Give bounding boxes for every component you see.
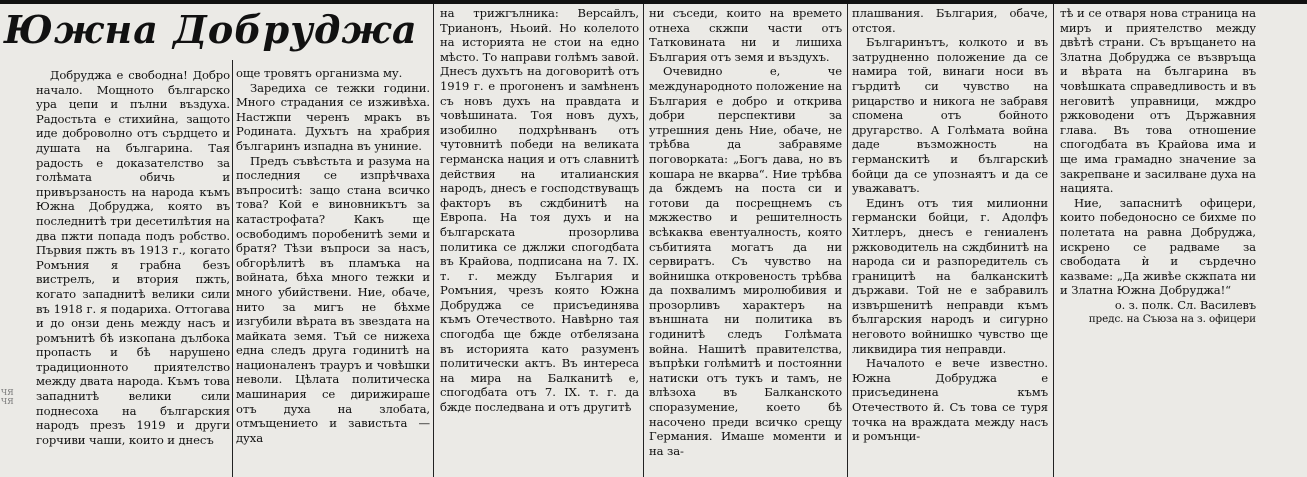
column-rule-4 bbox=[847, 4, 848, 477]
column-5 bbox=[852, 6, 1048, 477]
col5-paragraph-4: Началото е вече известно. Южна Добруджа е присъединена къмъ Отечеството й. Съ това се туря точка на враждата между насъ и ромънци- bbox=[852, 356, 1048, 444]
col1-paragraph-1: Добруджа е свободна! Добро начало. Мощното българско ура цепи и пълни въздуха. Радостьта е стихийна, защото иде доброволно отъ сърдцето и душата на българина. Тая радость е доказателство за голѣмата обичь и привързаность на народа къмъ Южна Добруджа, която въ последнитѣ три десетилѣтия на два пжти попада подъ робство. Първия пжть въ 1913 г., когато Ромъния я грабна безъ вистрелъ, и втория пжть, когато западнитѣ велики сили въ 1918 г. я подариха. Оттогава и до онзи день между насъ и ромънитѣ бѣ изкопана дълбока пропасть и бѣ нарушено традиционното приятелство между двата народа. Къмъ това западнитѣ велики сили поднесоха на българския народъ презъ 1919 и други горчиви чаши, които и днесъ bbox=[36, 68, 230, 447]
margin-note: ЧЯ ЧЯ bbox=[1, 388, 14, 406]
article-headline: Южна Добруджа bbox=[4, 7, 418, 52]
column-rule-1 bbox=[232, 60, 233, 477]
col6-paragraph-2: Ние, запаснитѣ офицери, които победоносно се бихме по полетата на равна Добруджа, искрено се радваме за свободата ѝ и сърдечно казваме: „Да живѣе скжпата ни и Златна Южна Добруджа!“ bbox=[1060, 195, 1256, 298]
col5-paragraph-2: Българинътъ, колкото и въ затрудненно положение да се намира той, винаги носи въ гърдитѣ си чувство на рицарство и никога не забравя спомена отъ бойното другарство. А Голѣмата война даде възможность на германскитѣ и българскиѣ бойци да се упознаятъ и да се уважаватъ. bbox=[852, 35, 1048, 196]
col5-paragraph-1: плашвания. България, обаче, отстоя. bbox=[852, 6, 1048, 35]
column-6 bbox=[1060, 6, 1256, 477]
col6-paragraph-1: тѣ и се отваря нова страница на миръ и приятелство между двѣтѣ страни. Съ връщането на Златна Добруджа се възвръща и вѣрата на българина въ човѣшката справедливость и въ неговитѣ управници, мждро ржководени отъ Държавния глава. Въ това отношение спогодбата въ Крайова има и ще има грамадно значение за закрепване и засилване духа на нацията. bbox=[1060, 6, 1256, 196]
column-2 bbox=[236, 66, 430, 477]
top-rule bbox=[0, 0, 1307, 4]
author-signature: о. з. полк. Сл. Василевъ bbox=[1114, 297, 1256, 312]
author-title: предс. на Съюза на з. офицери bbox=[1088, 313, 1256, 326]
column-1 bbox=[36, 68, 230, 477]
col4-paragraph-2: Очевидно е, че международното положение на България е добро и открива добри перспективи за утрешния день Ние, обаче, не трѣбва да забравяме поговорката: „Богъ дава, но въ кошара не вкарва“. Ние трѣбва да бждемъ на поста си и готови да посрещнемъ съ мжжество и решителность всѣкаква евентуалность, която събитията могатъ да ни сервиратъ. Съ чувство на войнишка откровеность трѣбва да похвалимъ миролюбивия и прозорливъ характеръ на външната ни политика въ годинитѣ следъ Голѣмата война. Нашитѣ правителства, въпрѣки голѣмитѣ и постоянни натиски отъ тукъ и тамъ, не влѣзоха въ Балканското споразумение, което бѣ насочено преди всичко срещу Германия. Имаше моменти и на за- bbox=[649, 64, 842, 458]
column-rule-2 bbox=[433, 4, 434, 477]
col3-paragraph-1: на трижгълника: Версайлъ, Трианонъ, Ньоий. Но колелото на историята не стои на едно мѣсто. То направи голѣмъ завой. Днесъ духътъ на договоритѣ отъ 1919 г. е прогоненъ и замѣненъ съ новъ духъ на правдата и човѣшината. Тоя новъ духъ, изобилно подхрѣнванъ отъ чутовнитѣ победи на великата германска нация и отъ славнитѣ действия на италианския народъ, днесъ е господствуващъ факторъ въ сждбинитѣ на Европа. На тоя духъ и на българската прозорлива политика се джлжи спогодбата въ Крайова, подписана на 7. IX. т. г. между България и Ромъния, чрезъ която Южна Добруджа се присъединява къмъ Отечеството. Навѣрно тая спогодба ще бжде отбелязана въ историята като разуменъ политически актъ. Въ интереса на мира на Балканитѣ е, спогодбата отъ 7. IX. т. г. да бжде последвана и отъ другитѣ bbox=[440, 6, 639, 415]
col2-paragraph-2: Заредиха се тежки години. Много страдания се изживѣха. Настжпи черенъ мракъ въ Родината. Духътъ на храбрия българинъ изпадна въ униние. bbox=[236, 80, 430, 153]
column-rule-3 bbox=[643, 4, 644, 477]
column-3 bbox=[440, 6, 639, 477]
column-rule-5 bbox=[1053, 4, 1054, 477]
col2-paragraph-1: още тровятъ организма му. bbox=[236, 66, 403, 80]
col5-paragraph-3: Единъ отъ тия милионни германски бойци, г. Адолфъ Хитлеръ, днесъ е гениаленъ ржководитель на сждбинитѣ на народа си и разпоредитель съ границитѣ на балканскитѣ държави. Той не е забравилъ извършенитѣ неправди къмъ българския народъ и сигурно неговото войнишко чувство ще ликвидира тия неправди. bbox=[852, 195, 1048, 356]
column-4 bbox=[649, 6, 842, 477]
col2-paragraph-3: Предъ съвѣстьта и разума на последния се изпрѣчваха въпроситѣ: защо стана всичко това? Кой е виновникътъ за катастрофата? Какъ ще освободимъ поробенитѣ земи и братя? Тѣзи въпроси за насъ, обгорѣлитѣ въ пламъка на войната, бѣха много тежки и много убийствени. Ние, обаче, нито за мигъ не бѣхме изгубили вѣрата въ звездата на майката земя. Тъй се нижеха една следъ друга годинитѣ на националенъ трауръ и човѣшки неволи. Цѣлата политическа машинария се дирижираше отъ духа на злобата, отмъщението и завистьта — духа bbox=[236, 153, 430, 445]
col4-paragraph-1: ни съседи, които на времето отнеха скжпи части отъ Татковината ни и лишиха България отъ земя и въздухъ. bbox=[649, 6, 842, 64]
